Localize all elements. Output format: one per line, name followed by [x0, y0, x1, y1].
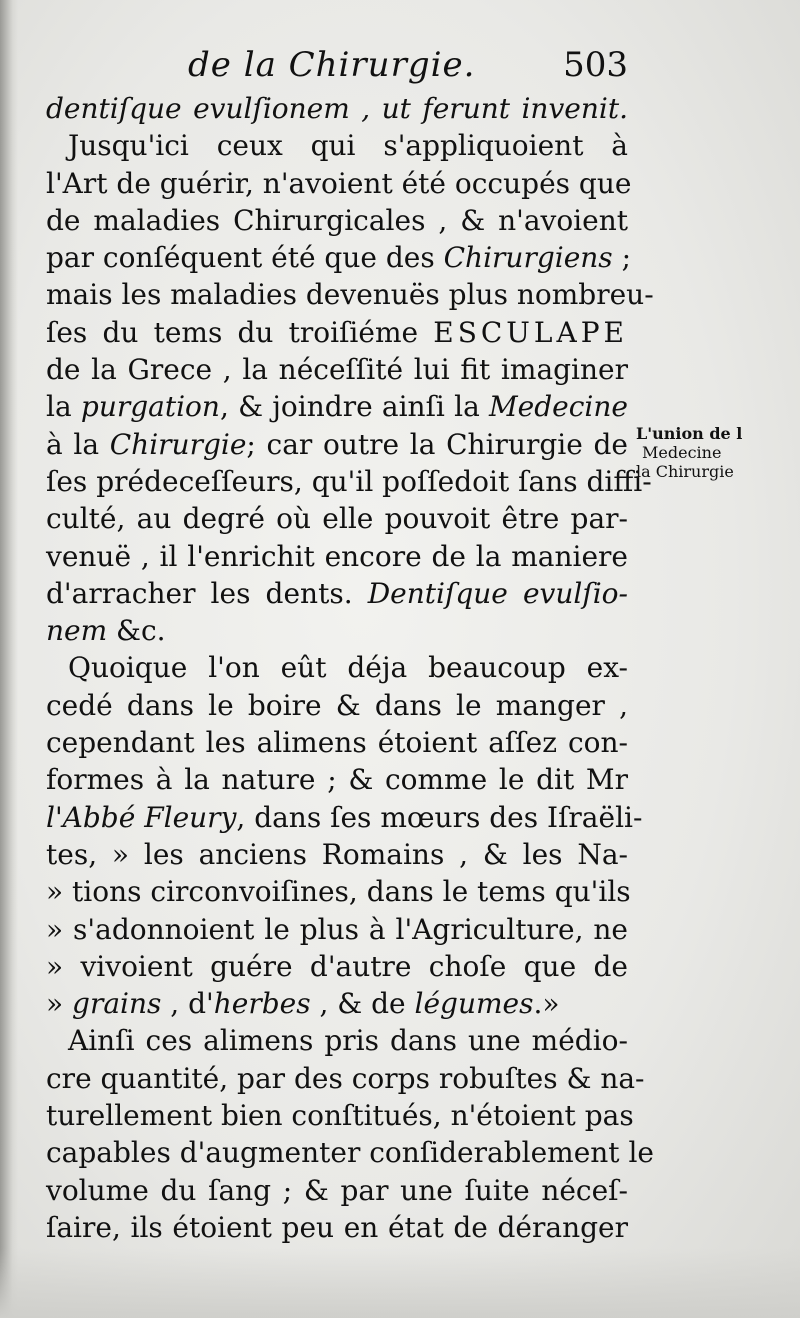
text-segment: formes à la nature ; & comme le dit Mr — [46, 763, 628, 797]
page-gutter-shadow — [0, 0, 18, 1318]
text-segment: culté, au degré où elle pouvoit être par- — [46, 502, 628, 536]
text-line — [46, 165, 632, 202]
text-segment: la — [46, 390, 81, 424]
text-line — [46, 239, 632, 276]
text-line — [46, 1060, 645, 1097]
text-line — [46, 911, 628, 948]
text-line — [46, 388, 628, 425]
text-segment: par conſéquent été que des — [46, 241, 444, 275]
text-line — [46, 724, 628, 761]
text-segment: » s'adonnoient le plus à l'Agriculture, ne — [46, 912, 628, 946]
italic-text: Dentiſque evulſio- — [367, 576, 628, 610]
text-segment: turellement bien conſtitués, n'étoient pas — [46, 1099, 634, 1133]
italic-text: Medecine — [489, 390, 628, 424]
text-line — [46, 314, 628, 351]
page-bottom-shadow — [0, 1248, 800, 1318]
text-line — [46, 127, 628, 164]
text-segment: ſes du tems du troiſiéme — [46, 315, 434, 349]
text-segment: ſaire, ils étoient peu en état de déranger — [46, 1210, 628, 1244]
text-segment: cre quantité, par des corps robuſtes & na- — [46, 1061, 645, 1095]
italic-text: grains — [72, 987, 162, 1021]
text-segment: ; — [612, 241, 632, 275]
text-line — [46, 612, 628, 649]
italic-text: dentiſque evulſionem , ut ferunt invenit. — [46, 92, 628, 125]
text-line — [46, 90, 628, 127]
text-line — [46, 426, 628, 463]
text-segment: cependant les alimens étoient aſſez con- — [46, 726, 628, 760]
text-line — [46, 836, 628, 873]
body-text — [46, 90, 654, 1246]
text-segment: ; car outre la Chirurgie de — [246, 427, 628, 461]
text-segment: , dans ſes mœurs des Iſraëli- — [236, 800, 643, 834]
margin-note-line: la Chirurgie — [636, 462, 734, 481]
text-segment: l'Art de guérir, n'avoient été occupés que — [46, 166, 632, 200]
text-segment: à la — [46, 427, 110, 461]
text-line — [46, 1209, 628, 1246]
text-segment: volume du ſang ; & par une ſuite néceſ- — [46, 1173, 628, 1207]
text-line — [46, 500, 628, 537]
text-line — [46, 649, 628, 686]
text-segment: capables d'augmenter conſiderablement le — [46, 1136, 654, 1170]
italic-text: purgation — [80, 390, 220, 424]
italic-text: herbes — [213, 987, 311, 1021]
text-line — [46, 351, 628, 388]
text-line — [46, 1172, 628, 1209]
text-segment: , d' — [161, 987, 214, 1021]
text-segment: d'arracher les dents. — [46, 576, 368, 610]
text-segment: &c. — [107, 614, 166, 648]
margin-note-line: L'union de l — [636, 424, 743, 443]
text-segment: cedé dans le boire & dans le manger , — [46, 688, 628, 722]
text-line — [46, 463, 652, 500]
running-title: de la Chirurgie. — [188, 45, 476, 85]
italic-text: nem — [46, 614, 108, 648]
text-line — [46, 873, 631, 910]
text-segment: de la Grece , la néceſſité lui fit imaginer — [46, 353, 628, 387]
margin-note — [636, 424, 786, 481]
text-line — [46, 1134, 654, 1171]
text-segment: .» — [533, 987, 560, 1021]
page-header — [48, 45, 628, 91]
text-segment: Jusqu'ici ceux qui s'appliquoient à — [68, 129, 628, 163]
text-segment: Quoique l'on eût déja beaucoup ex- — [68, 651, 628, 685]
text-line — [46, 276, 654, 313]
text-segment: » tions circonvoiſines, dans le tems qu'ils — [46, 875, 631, 909]
italic-text: Chirurgiens — [443, 241, 613, 275]
text-line — [46, 202, 628, 239]
text-segment: » — [46, 987, 73, 1021]
text-segment: » vivoient guére d'autre choſe que de — [46, 949, 628, 983]
text-segment: mais les maladies devenuës plus nombreu- — [46, 278, 654, 312]
text-line — [46, 799, 643, 836]
text-line — [46, 1022, 628, 1059]
text-segment: de maladies Chirurgicales , & n'avoient — [46, 203, 628, 237]
text-segment: tes, » les anciens Romains , & les Na- — [46, 837, 628, 871]
text-line — [46, 538, 628, 575]
text-line — [46, 687, 628, 724]
text-segment: ſes prédeceſſeurs, qu'il poſſedoit ſans diffi- — [46, 464, 652, 498]
text-segment: , & joindre ainſi la — [219, 390, 490, 424]
italic-text: Chirurgie — [109, 427, 247, 461]
italic-text: légumes — [414, 987, 534, 1021]
margin-note-line: Medecine — [642, 443, 722, 462]
text-line — [46, 761, 628, 798]
text-line — [46, 948, 628, 985]
text-segment: , & de — [310, 987, 415, 1021]
text-segment: venuë , il l'enrichit encore de la maniere — [46, 539, 628, 573]
page-number: 503 — [563, 45, 628, 85]
text-segment: Ainſi ces alimens pris dans une médio- — [68, 1024, 628, 1058]
spaced-caps-text: ESCULAPE — [433, 315, 628, 349]
text-line — [46, 1097, 634, 1134]
text-line — [46, 985, 628, 1022]
text-line — [46, 575, 628, 612]
italic-text: l'Abbé Fleury — [46, 800, 237, 834]
